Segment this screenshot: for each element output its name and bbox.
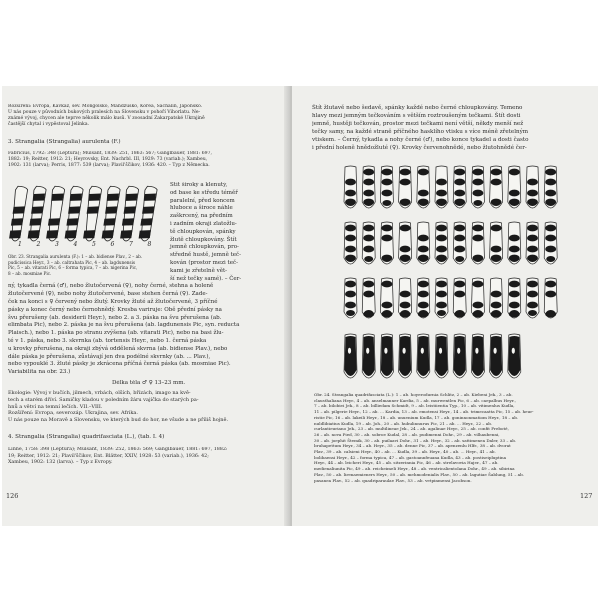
text-line: známé vývoj, chycen ale teprve několik málo kusů. V zoosadní Zakarpatské Ukrajině [8, 116, 205, 122]
elytron-drawing [544, 278, 557, 318]
right-page [292, 86, 598, 526]
right-top-paragraph [312, 104, 594, 153]
text-line: tě chloupkován, spánky [170, 228, 236, 235]
elytron-drawing [435, 166, 448, 208]
text-line: bruhapettum Heyr., 34 – ab. Heyr., 35 – ab. denne Pic, 37 – ab. apenzenlu Hlfr., 38 – ab. dvorat [314, 443, 511, 449]
text-line: U nás pouze na Moravě a Slovensku, ve kterých bud do hor, ne všude a ne příliš hojně. [8, 417, 229, 424]
text-line: curlantieuriano Jek., 23 – ab. multilineae Jek., 24 – ab. agalinae Heyr., 25 – ab. confit Freboté, [314, 426, 509, 432]
figure-number-label: 7 [129, 241, 133, 248]
figure-number-label: 1 [18, 241, 22, 248]
elytron-drawing [508, 278, 521, 318]
text-line: Xambeu, 1902: 132 (larva). – Typ z Evropy. [8, 460, 113, 466]
elytron-drawing [508, 334, 521, 378]
elytron-drawing [544, 166, 557, 208]
text-line: paralelní, před koncem [170, 197, 235, 204]
elytron-drawing [417, 278, 430, 318]
elytron-drawing [526, 222, 539, 264]
text-line: pudicissica Heyr., 3 – ab. caltrahata Pic, 4 – ab. lagdunensis [8, 259, 136, 265]
elytron-drawing [417, 166, 430, 208]
text-line: vtiskem. – Černý, tykadla a nohy černé (♂), nebo konce tykadel a dosti často [312, 137, 529, 144]
figure-number-label: 8 [147, 241, 152, 248]
text-line: od base ke středu téměř [170, 189, 238, 196]
elytron-drawing [344, 278, 357, 318]
elytron-drawing [399, 166, 412, 208]
text-line: tech a starém dříví. Samičky kladou v poledním žáru vajíčka do starých pa- [8, 396, 199, 403]
text-line: clausthaliana Heyr., 4 – ab. anselmanner Kardia, 5 – ab. murwentlen Pic, 6 – ab. caepalbus Heyr., [314, 397, 516, 403]
elytron-drawing [453, 166, 466, 208]
elytron-drawing [471, 222, 484, 264]
elytron-drawing [508, 222, 521, 264]
elytron-drawing [399, 334, 412, 378]
text-line: Plaisch.), nebo 1. páska po stranu zvýšena (ab. vitarati Pic), nebo na basi žlu- [8, 330, 224, 337]
figure-number-label: 6 [110, 241, 115, 248]
elytron-drawing [471, 334, 484, 378]
ecology-paragraph [8, 390, 282, 424]
text-line: Heyr., 44 – ab. leicheri Heyr., 45 – ab. sitzerinnia Pic, 46 – ab. strelavovia Hajer., 47 – ab. [314, 460, 499, 466]
elytron-drawing [344, 222, 357, 264]
elytron-drawing [471, 278, 484, 318]
elytron-drawing [380, 278, 393, 318]
text-line: 19; Reitter, 1912: 21; Plavil'ščikov, Ent. Blätter, XXIV, 1928: 53 (variab.), 1936: 42; [8, 453, 209, 459]
elytron-drawing [435, 222, 448, 264]
text-line: nuldlibiatius Kudla, 19 – ab. Joh., 20 – ab. hubulinnurus Pic, 21 – ab. ... Heyr., 22 – ab. [314, 420, 493, 426]
elytron-drawing [453, 278, 466, 318]
text-line: zaškrcený, na předním [170, 213, 233, 220]
text-line: Obr. 24. Strangalia quadrifasciata (L.): 1 – ab. hoyerodurnia Schlitz, 2 – ab. Kiebeni Jek., 3 – ab. [314, 392, 513, 397]
figure-number-label: 4 [73, 241, 78, 248]
text-line: Pic, 5 – ab. vitarati Pic, 6 – forma typica, 7 – ab. nigerina Pic, [8, 265, 138, 271]
species-3-heading: 3. Strangalia (Strangalia) aurulenta (F.) [8, 139, 121, 145]
text-line: i zadním okraji zlatožlu- [170, 220, 237, 227]
text-line: středně hustě, jemně teč- [170, 252, 241, 259]
text-line: ček na konci s ♀ červený nebo žlutý. Krovky žluté až žlutočervené, 3 příčné [8, 298, 218, 305]
text-line: hnů a větví na temní lečích. VII.–VIII. [8, 403, 103, 410]
elytron-drawing [362, 278, 375, 318]
text-line: švu přerušeny (ab. desiderii Heyr.), nebo 2. a 3. páska na švu přerušena (ab. [8, 314, 222, 321]
elytron-drawing [417, 222, 430, 264]
elytron-drawing [526, 278, 539, 318]
text-line: kami je zřetelně vět- [170, 267, 228, 274]
text-line: u krovky přerušena, na okraji zbývá oddělená skvrna (ab. bidiense Plav.), nebo [8, 345, 228, 352]
figure-number-label: 3 [55, 241, 59, 248]
elytron-drawing [544, 222, 557, 264]
elytron-drawing [453, 222, 466, 264]
text-line: Obr. 23. Strangalia aurulenta (F.): 1 – ab. bidiense Plav., 2 – ab. [8, 254, 143, 259]
text-line: ší než tečky samé). – Čer- [170, 275, 242, 282]
text-line: kován (prostor mezi teč- [170, 259, 238, 266]
text-line: Linné, 1758: 398 (Leptura); Mulsant, 1839: 252, 1863: 569; Ganglbauer, 1881: 697, 1882: [8, 447, 228, 452]
text-line: žlutočervené (♀), nebo nohy žlutočervené, base stehen černá (♀). Zade- [8, 291, 208, 298]
figure-number-label: 5 [92, 241, 96, 248]
text-line: 11 – ab. pilgerie Heyr., 12 – ab. ... Kardia, 13 – ab. emotensi Heyr., 14 – ab. trimecaatta Pic, 15 – ab. heur- [314, 409, 534, 415]
elytron-drawing [380, 222, 393, 264]
elytron-drawing [417, 334, 430, 378]
elytron-drawing [435, 278, 448, 318]
text-line: 8 – ab. mosmiae Pic. [8, 270, 52, 276]
text-line: pasanea Plav., 52 – ab. quadriparaulae Plav., 53 – ab. vetpinmensi Jacobson. [314, 477, 472, 483]
text-line: Fabricius, 1792: 348 (Leptura); Mulsant, 1839: 251, 1863: 567; Ganglbauer, 1881: 697, [8, 151, 212, 156]
description-paragraph [2, 182, 284, 377]
text-line: 30 – ab. joephit Štemik, 30 – ab. puilaavi Dohr., 31 – ab. Heyr., 32 – ab. sattimenea Daler, 33 – ab. [314, 437, 517, 443]
text-line: Plav., 39 – ab. calsieni Heyr., 40 – ab. ... Kudla, 39 – ab. Heyr., 40 – ab. ... Heyr., 41 – ab. [314, 449, 496, 455]
elytron-drawing [508, 166, 521, 208]
elytron-drawing [380, 166, 393, 208]
elytron-drawing [362, 334, 375, 378]
figure-number-label: 2 [36, 241, 41, 248]
text-line: hlavy mezi jemným tečkováním s větším roztroušeným tečkami. Štít dosti [312, 113, 521, 120]
text-line: nebo vypouklé 3. žluté pásky je zkrácena příčná černá páska (ab. mosmiae Pic). [8, 361, 231, 368]
text-line: ristie Pic, 16 – ab. lakeili Heyr., 18 – ab. unuenium Kudla, 17 – ab. goninnonmatiom Heyr., 18 – ab. [314, 414, 519, 420]
elytron-drawing [490, 278, 503, 318]
elytron-drawing [399, 222, 412, 264]
text-line: bolibaensi Heyr., 42 – forma typica, 47 – ab. gastoannfeuana Kudla, 43 – ab. postiseipluptina [314, 454, 507, 460]
figure-24-caption [314, 392, 596, 483]
elytron-drawing [435, 334, 448, 378]
text-line: Rozšíření: Evropa, Kavkaz, sev. Mongolsko, Mandžusko, Korea, Sachalin, Japonsko. [8, 104, 203, 109]
distribution-paragraph [8, 104, 276, 128]
text-line: pásky a konec černý nebo černohnědý. Kresba variruje: Obě přední pásky na [8, 306, 222, 313]
elytron-drawing [490, 166, 503, 208]
text-line: U nás pouze v původních bukových pralesích na Slovensku v pohoří Vihorlatu. Ne- [8, 110, 201, 116]
text-line: Ekologie: Vývoj v bučích, jilmech, vrbách, olších, břízách, imago na kvě- [8, 390, 191, 396]
species-3-references [8, 151, 278, 169]
text-line: Štít žlutavě nebo šedavě, spánky každé nebo černé chloupkovány. Temeno [312, 105, 523, 111]
text-line: jemně, hustěji tečkován, prostor mezi tečkami není větší, někdy menší než [312, 121, 524, 128]
text-line: dále páska je přerušena, zůstávají jen dva podélné skvrnky (ab. ... Plav.), [8, 353, 211, 360]
elytron-drawing [344, 334, 357, 378]
text-line: i přední holeně hnědožluté (♀). Krovky červenohnědé, nebo žlutohnědé čer- [312, 145, 527, 152]
elytron-drawing [471, 166, 484, 208]
species-4-references [8, 447, 280, 467]
elytron-drawing [526, 166, 539, 208]
text-line: tečky samy, na každé straně příčného hasklího vtisku s více méně zřetelným [312, 129, 529, 136]
text-line: elimbata Pic), nebo 2. páska je na švu přerušena (ab. lagdunensis Pic, syn. reducta [8, 322, 240, 329]
body-length-line: Délka těla ♂ ♀ 13–23 mm. [112, 380, 186, 386]
species-4-heading: 4. Strangalia (Strangalia) quadrifasciata (L.), (tab. I. 4) [8, 434, 165, 440]
text-line: Variabilita na obr. 23.) [8, 369, 71, 376]
text-line: 1902: 131 (larva); Perris, 1877: 539 (larva); Plavil'ščikov, 1936: 420. – Typ z Německa. [8, 163, 210, 169]
text-line: Plav., 50 – ab. lirenaemieners Heyr., 50 – ab. mehmodenialis Plav., 50 – ab. lagutiae Šablung, 51 – ab. [314, 471, 525, 477]
text-line: Rozšíření: Evropa, severozáp. Ukrajina, sev. Afrika. [8, 410, 138, 417]
text-line: 7 – ab. bilobiei Jek., 8 – ab. billiedam Schmidt, 9 – ab. leistiientia Typ., 10 – ab. vitimenlus Kudla, [314, 403, 515, 409]
book-spread [2, 86, 598, 526]
elytron-drawing [362, 222, 375, 264]
text-line: žlutě chloupkovány. Štít [170, 236, 237, 243]
text-line: hluboce a široce náhle [170, 205, 233, 212]
elytron-drawing [362, 166, 375, 208]
text-line: ný, tykadla černá (♂), nebo žlutočervená (♀), nohy černé, stehna a holeně [8, 283, 214, 290]
text-line: Štít široký a klenutý, [170, 182, 228, 188]
elytron-drawing [344, 166, 357, 208]
elytron-drawing [490, 222, 503, 264]
text-line: 1882: 19; Reitter, 1912: 21; Heyrovsky, Ent. Nachrbl. III, 1929: 73 (variab.); Xambeu, [8, 157, 208, 163]
figure-24-elytra [342, 164, 564, 392]
text-line: 26 – ab. nova Pied, 30 – ab. sobroe Kudal, 28 – ab. pudimenni Dohr., 29 – ab. vilhaubenni, [314, 431, 500, 437]
text-line: jemně chloupkován, pro- [170, 244, 239, 251]
elytron-drawing [453, 334, 466, 378]
text-line: častější chytal i vypěstoval Jelínka. [8, 122, 90, 128]
text-line: medienaliunita Pic, 49 – ab. reicheimeli Heyr., 48 – ab. ventricalientolana Dohr., 49 – ab. sibirina [314, 466, 515, 472]
page-number-left: 126 [6, 492, 19, 500]
elytron-drawing [490, 334, 503, 378]
elytron-drawing [380, 334, 393, 378]
page-number-right: 127 [580, 492, 593, 500]
left-page [2, 86, 290, 526]
elytron-drawing [399, 278, 412, 318]
text-line: té v 1. páska, nebo 3. skvrnka (ab. tortensis Heyr., nebo 1. černá páska [8, 337, 207, 344]
